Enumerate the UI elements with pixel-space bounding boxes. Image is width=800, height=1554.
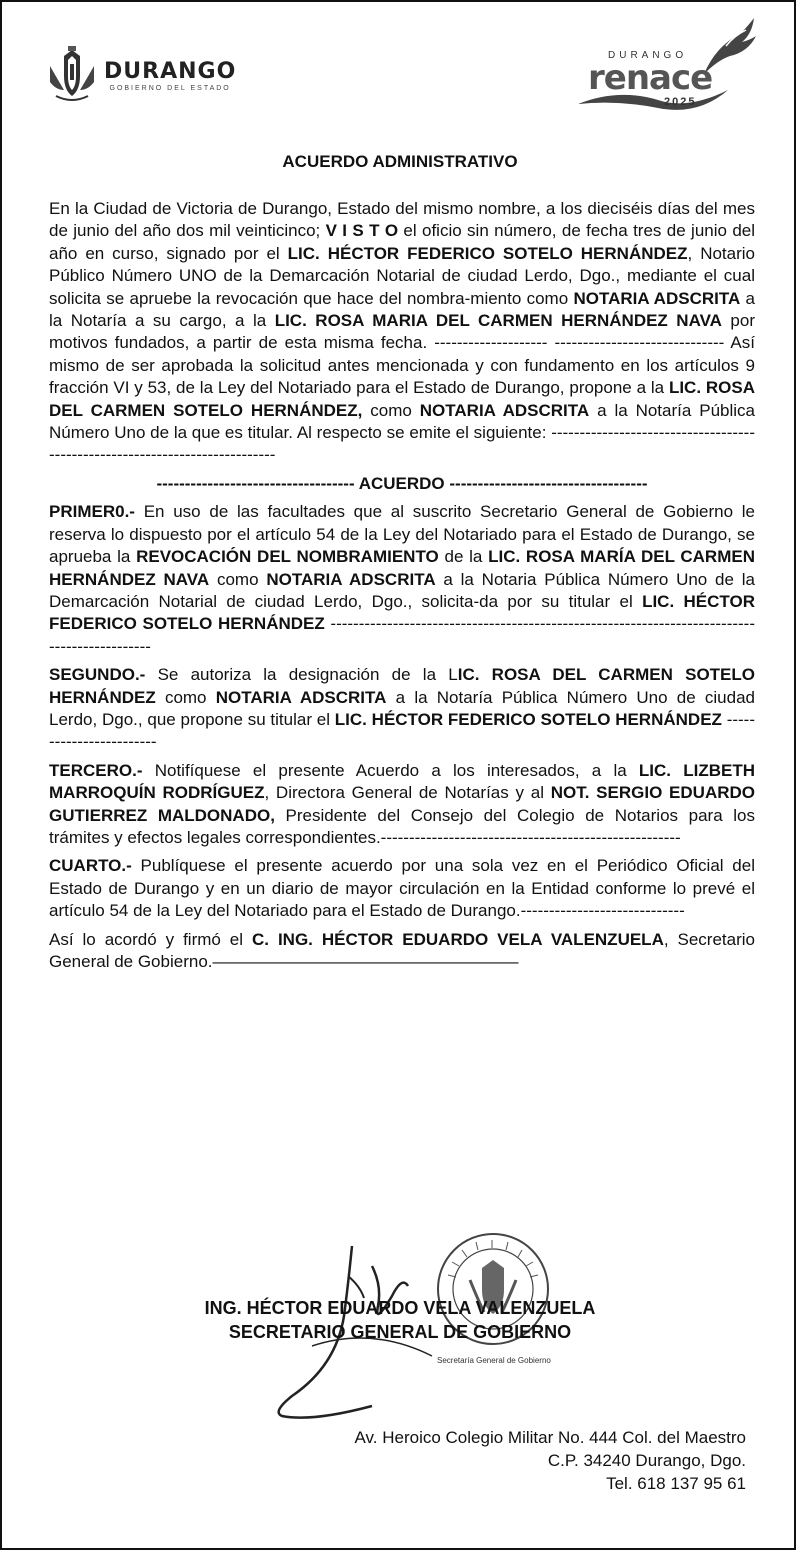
- paragraph-visto: En la Ciudad de Victoria de Durango, Estado del mismo nombre, a los dieciséis días del mes de junio del año dos mil veinticinco; V I S T O el oficio sin número, de fecha tres de junio del año en curso, signado por el LIC. HÉCTOR FEDERICO SOTELO HERNÁNDEZ, Notario Público Número UNO de la Demarcación Notarial de ciudad Lerdo, Dgo., mediante el cual solicita se apruebe la revocación que hace del nombra-miento como NOTARIA ADSCRITA a la Notaría a su cargo, a la LIC. ROSA MARIA DEL CARMEN HERNÁNDEZ NAVA por motivos fundados, a partir de esta misma fecha. -------------------- ------------------------------ Así mismo de ser aprobada la solicitud antes mencionada y con fundamento en los artículos 9 fracción VI y 53, de la Ley del Notariado para el Estado de Durango, propone a la LIC. ROSA DEL CARMEN SOTELO HERNÁNDEZ, como NOTARIA ADSCRITA a la Notaría Pública Número Uno de la que es titular. Al respecto se emite el siguiente: ----------------------------------------------------------------------------: [49, 199, 756, 465]
- footer-address: [355, 1426, 746, 1495]
- address-line-1: Av. Heroico Colegio Militar No. 444 Col. del Maestro: [354, 1428, 746, 1447]
- seal-caption: Secretaría General de Gobierno: [437, 1356, 551, 1365]
- durango-government-logo: [46, 46, 236, 104]
- address-line-3: Tel. 618 137 95 61: [606, 1474, 746, 1493]
- paragraph-tercero: TERCERO.- Notifíquese el presente Acuerdo a los interesados, a la LIC. LIZBETH MARROQUÍN RODRÍGUEZ, Directora General de Notarías y al NOT. SERGIO EDUARDO GUTIERREZ MALDONADO, Presidente del Consejo del Colegio de Notarios para los trámites y efectos legales correspondientes.-----------------------------------------------------: [49, 760, 755, 847]
- logo-subtitle: GOBIERNO DEL ESTADO: [109, 84, 231, 92]
- paragraph-segundo: SEGUNDO.- Se autoriza la designación de la LIC. ROSA DEL CARMEN SOTELO HERNÁNDEZ como NOTARIA ADSCRITA a la Notaría Pública Número Uno de ciudad Lerdo, Dgo., que propone su titular el LIC. HÉCTOR FEDERICO SOTELO HERNÁNDEZ ------------------------: [49, 665, 756, 752]
- signer-name: ING. HÉCTOR EDUARDO VELA VALENZUELA: [204, 1298, 596, 1318]
- logo-year: 2025: [664, 96, 697, 108]
- acuerdo-heading: ----------------------------------- ACUERDO -----------------------------------: [156, 473, 648, 493]
- paragraph-closing: Así lo acordó y firmó el C. ING. HÉCTOR EDUARDO VELA VALENZUELA, Secretario General de Gobierno.——————————————————: [49, 929, 755, 971]
- renace-logo: [578, 16, 758, 116]
- document-body: [49, 198, 755, 979]
- coat-of-arms-icon: [46, 46, 98, 104]
- logo-word: renace: [588, 58, 713, 98]
- logo-top-text: DURANGO: [608, 50, 688, 61]
- document-title: ACUERDO ADMINISTRATIVO: [282, 152, 518, 171]
- address-line-2: C.P. 34240 Durango, Dgo.: [547, 1451, 746, 1470]
- signature-block: [2, 1216, 798, 1426]
- signer-position: SECRETARIO GENERAL DE GOBIERNO: [228, 1322, 572, 1342]
- logo-name: DURANGO: [104, 58, 237, 84]
- swoosh-icon: [578, 86, 728, 116]
- paragraph-cuarto: CUARTO.- Publíquese el presente acuerdo por una sola vez en el Periódico Oficial del Estado de Durango y en un diario de mayor circulación en la Entidad conforme lo prevé el artículo 54 de la Ley del Notariado para el Estado de Durango.-----------------------------: [49, 856, 755, 921]
- paragraph-primero: PRIMER0.- En uso de las facultades que al suscrito Secretario General de Gobierno le reserva lo dispuesto por el artículo 54 de la Ley del Notariado para el Estado de Durango, se aprueba la REVOCACIÓN DEL NOMBRAMIENTO de la LIC. ROSA MARÍA DEL CARMEN HERNÁNDEZ NAVA como NOTARIA ADSCRITA a la Notaria Pública Número Uno de la Demarcación Notarial de ciudad Lerdo, Dgo., solicita-da por su titular el LIC. HÉCTOR FEDERICO SOTELO HERNÁNDEZ ---------------------------------------------------------------------------------------------: [49, 502, 756, 656]
- signer-block: [2, 1296, 798, 1344]
